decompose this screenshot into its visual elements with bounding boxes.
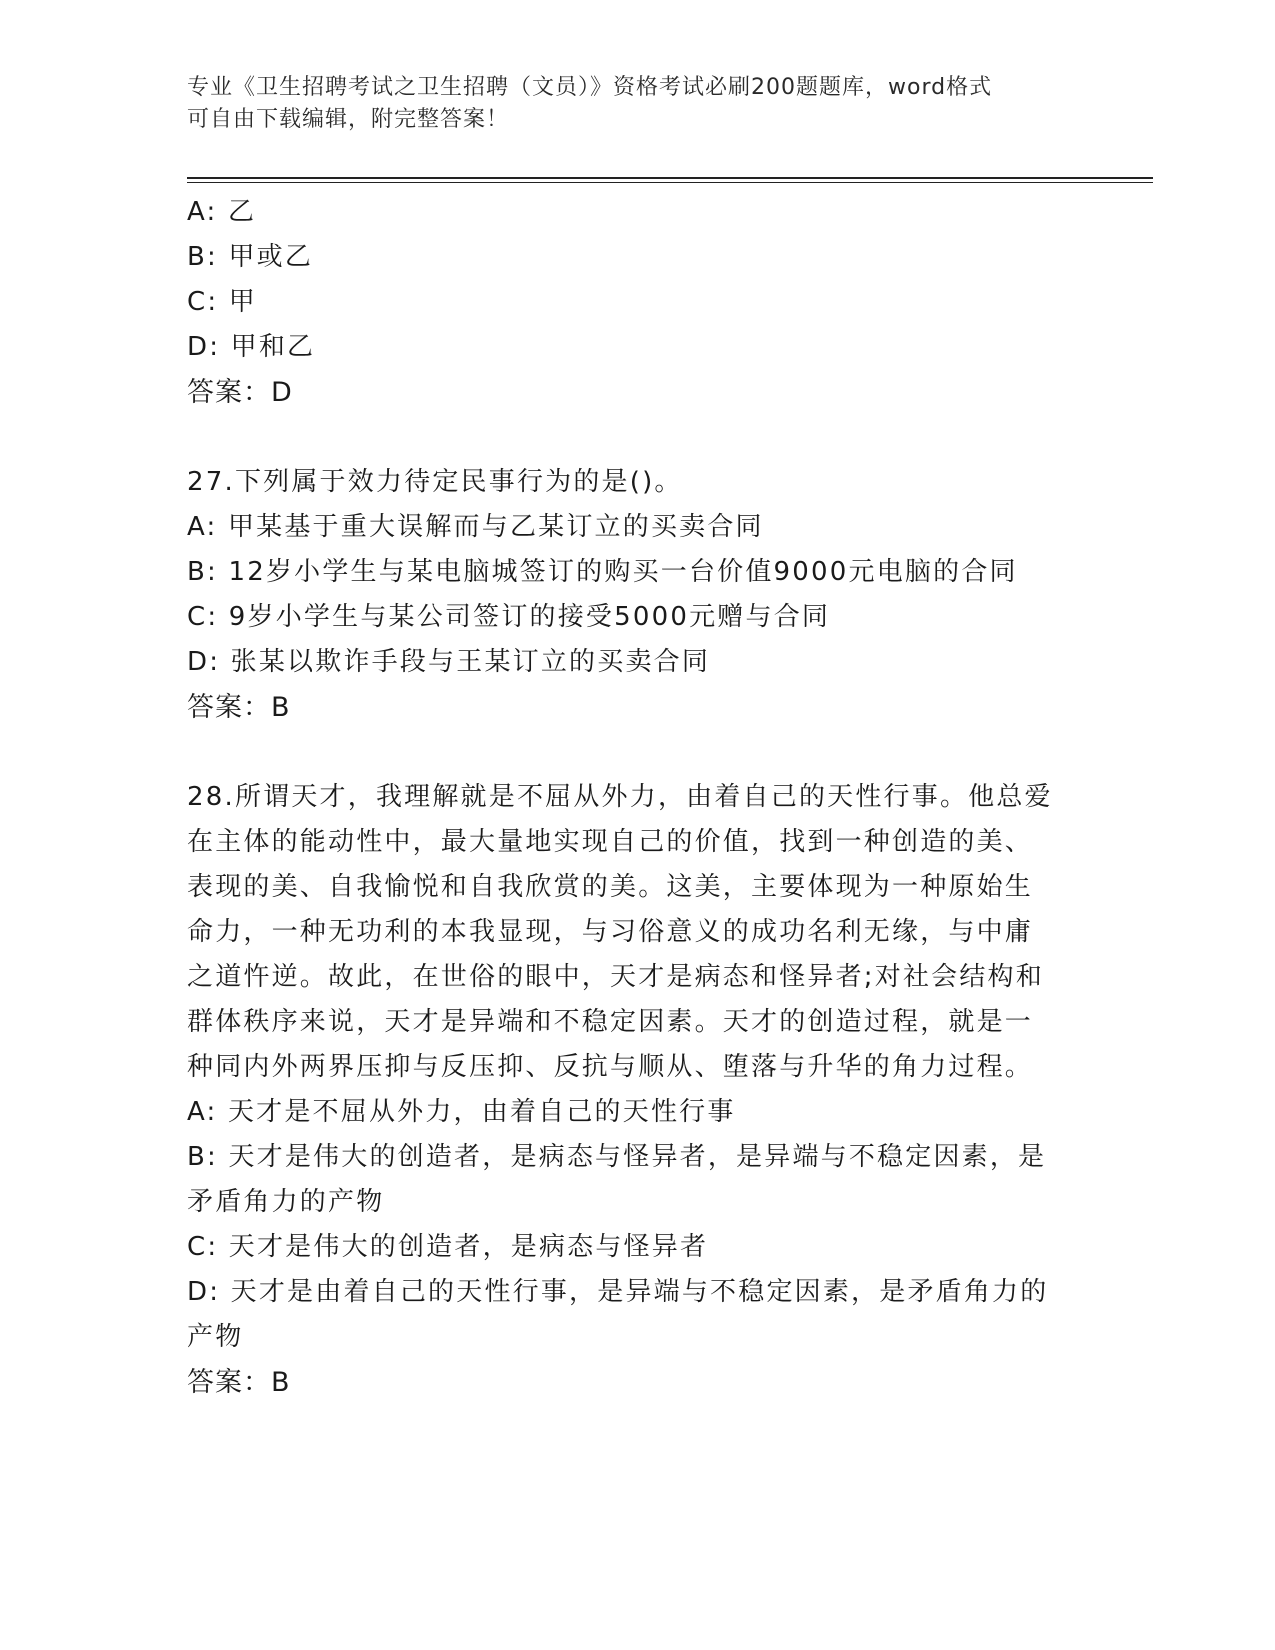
answer: 答案：B (187, 692, 291, 723)
option-b-continued: 矛盾角力的产物 (187, 1187, 385, 1217)
option-b: B: 天才是伟大的创造者，是病态与怪异者，是异端与不稳定因素，是 (187, 1142, 1047, 1172)
question-28 (187, 775, 1087, 1405)
question-stem: 27.下列属于效力待定民事行为的是()。 (187, 467, 683, 497)
question-stem-line: 种同内外两界压抑与反压抑、反抗与顺从、堕落与升华的角力过程。 (187, 1052, 1034, 1082)
spacer (187, 415, 1087, 460)
option-c: C: 甲 (187, 287, 257, 317)
option-c: C: 9岁小学生与某公司签订的接受5000元赠与合同 (187, 602, 831, 632)
option-c: C: 天才是伟大的创造者，是病态与怪异者 (187, 1232, 709, 1262)
question-stem-line: 命力，一种无功利的本我显现，与习俗意义的成功名利无缘，与中庸 (187, 917, 1034, 947)
document-body (187, 190, 1087, 1405)
page-header (187, 72, 1067, 136)
header-line-2: 可自由下载编辑，附完整答案！ (187, 107, 510, 132)
header-divider-thin (187, 182, 1153, 183)
question-stem-line: 表现的美、自我愉悦和自我欣赏的美。这美，主要体现为一种原始生 (187, 872, 1034, 902)
question-26 (187, 190, 1087, 415)
question-stem-line: 群体秩序来说，天才是异端和不稳定因素。天才的创造过程，就是一 (187, 1007, 1034, 1037)
option-b: B: 甲或乙 (187, 242, 314, 272)
option-d: D: 天才是由着自己的天性行事，是异端与不稳定因素，是矛盾角力的 (187, 1277, 1049, 1307)
spacer (187, 730, 1087, 775)
option-a: A: 甲某基于重大误解而与乙某订立的买卖合同 (187, 512, 764, 542)
option-a: A: 天才是不屈从外力，由着自己的天性行事 (187, 1097, 736, 1127)
option-d: D: 甲和乙 (187, 332, 316, 362)
answer: 答案：B (187, 1367, 291, 1398)
option-d: D: 张某以欺诈手段与王某订立的买卖合同 (187, 647, 711, 677)
question-stem-line: 在主体的能动性中，最大量地实现自己的价值，找到一种创造的美、 (187, 827, 1034, 857)
question-stem-line: 28.所谓天才，我理解就是不屈从外力，由着自己的天性行事。他总爱 (187, 782, 1053, 812)
option-d-continued: 产物 (187, 1322, 244, 1352)
answer: 答案：D (187, 377, 293, 408)
question-27 (187, 460, 1087, 730)
header-line-1: 专业《卫生招聘考试之卫生招聘（文员）》资格考试必刷200题题库，word格式 (187, 75, 993, 100)
option-b: B: 12岁小学生与某电脑城签订的购买一台价值9000元电脑的合同 (187, 557, 1018, 587)
header-divider (187, 177, 1153, 179)
question-stem-line: 之道忤逆。故此，在世俗的眼中，天才是病态和怪异者;对社会结构和 (187, 962, 1044, 992)
option-a: A: 乙 (187, 197, 257, 227)
